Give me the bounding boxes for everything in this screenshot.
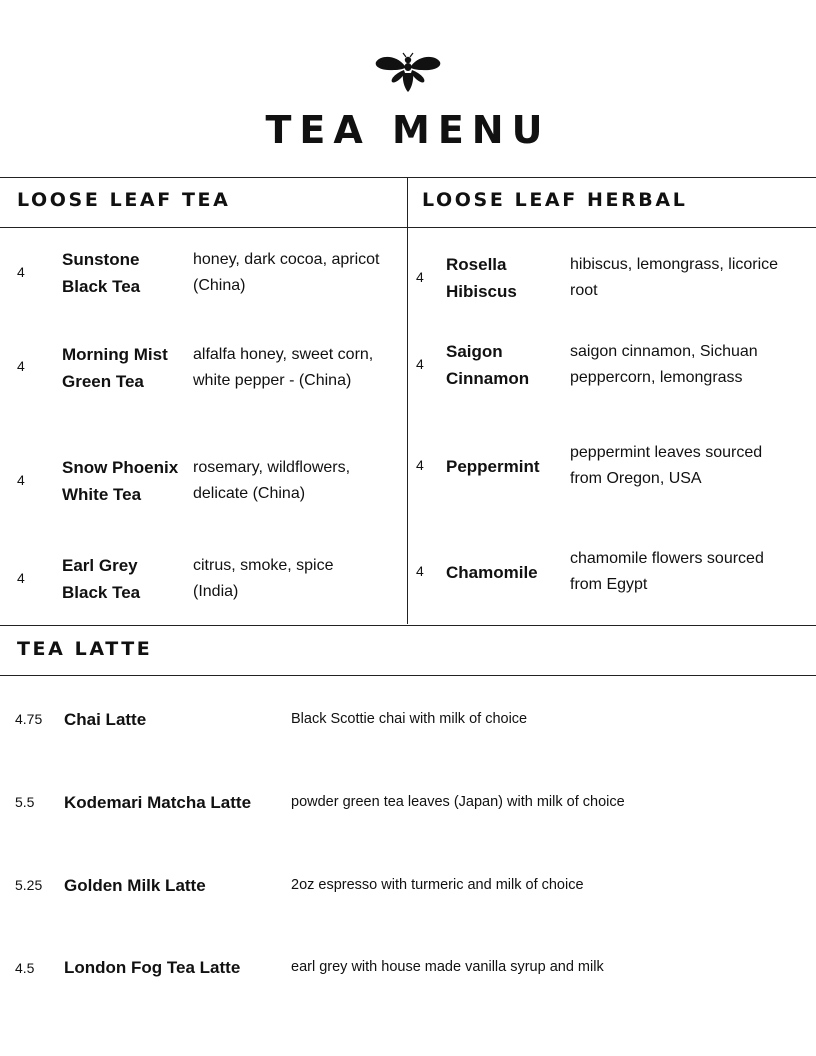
divider: [0, 625, 816, 626]
item-description: Black Scottie chai with milk of choice: [291, 711, 528, 727]
item-description: hibiscus, lemongrass, licorice root: [570, 256, 779, 299]
item-price: 4: [416, 269, 424, 285]
item-name: Earl Grey Black Tea: [62, 556, 141, 602]
item-price: 4.75: [15, 711, 43, 727]
item-price: 5.5: [15, 794, 35, 810]
item-price: 4: [416, 356, 424, 372]
section-title-loose-leaf-tea: LOOSE LEAF TEA: [17, 189, 231, 211]
item-description: saigon cinnamon, Sichuan peppercorn, lemongrass: [570, 343, 758, 386]
item-description: 2oz espresso with turmeric and milk of choice: [291, 877, 584, 893]
section-title-tea-latte: TEA LATTE: [17, 638, 153, 660]
item-name: Chamomile: [446, 563, 538, 582]
item-name: Chai Latte: [64, 710, 147, 729]
item-description: citrus, smoke, spice (India): [193, 557, 334, 600]
item-description: peppermint leaves sourced from Oregon, USA: [570, 444, 763, 487]
item-name: Rosella Hibiscus: [446, 255, 517, 301]
section-title-loose-leaf-herbal: LOOSE LEAF HERBAL: [422, 189, 688, 211]
bee-icon: [374, 52, 442, 94]
item-price: 4: [416, 563, 424, 579]
item-name: Snow Phoenix White Tea: [62, 458, 179, 504]
divider: [0, 227, 816, 228]
divider: [0, 177, 816, 178]
item-description: powder green tea leaves (Japan) with milk of choice: [291, 794, 625, 810]
item-description: honey, dark cocoa, apricot (China): [193, 251, 380, 294]
item-name: Golden Milk Latte: [64, 876, 206, 895]
item-price: 5.25: [15, 877, 43, 893]
item-name: Saigon Cinnamon: [446, 342, 530, 388]
item-price: 4: [17, 472, 25, 488]
item-description: earl grey with house made vanilla syrup and milk: [291, 959, 604, 975]
item-price: 4: [416, 457, 424, 473]
item-description: chamomile flowers sourced from Egypt: [570, 550, 764, 593]
item-description: alfalfa honey, sweet corn, white pepper - (China): [193, 346, 374, 389]
divider: [0, 675, 816, 676]
item-price: 4: [17, 264, 25, 280]
item-name: Peppermint: [446, 457, 540, 476]
item-price: 4: [17, 358, 25, 374]
item-price: 4: [17, 570, 25, 586]
column-divider: [407, 177, 408, 624]
item-description: rosemary, wildflowers, delicate (China): [193, 459, 351, 502]
item-name: London Fog Tea Latte: [64, 958, 241, 977]
page-title: TEA MENU: [265, 108, 551, 152]
item-name: Kodemari Matcha Latte: [64, 793, 252, 812]
item-price: 4.5: [15, 960, 35, 976]
item-name: Morning Mist Green Tea: [62, 345, 168, 391]
item-name: Sunstone Black Tea: [62, 250, 141, 296]
